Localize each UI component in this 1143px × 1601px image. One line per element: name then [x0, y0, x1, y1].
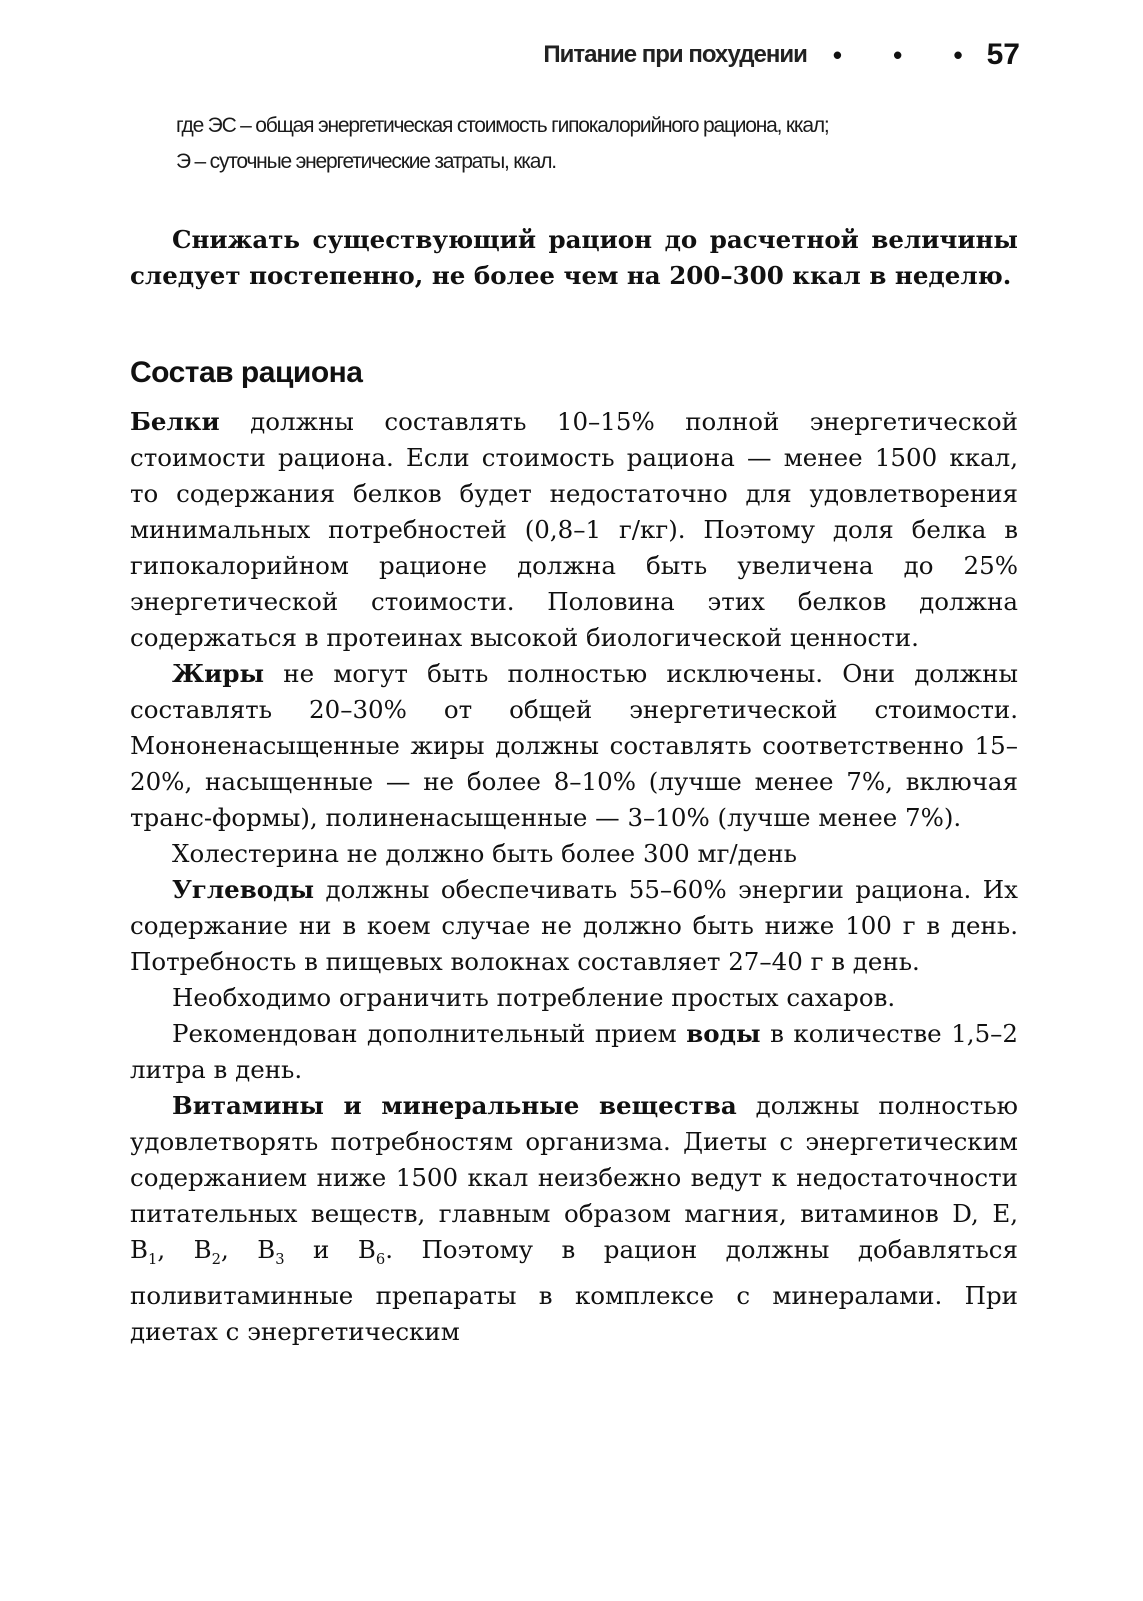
cholesterol-paragraph: Холестерина не должно быть более 300 мг/день	[172, 839, 797, 868]
water-term: воды	[686, 1019, 761, 1048]
proteins-term: Белки	[130, 407, 220, 436]
header-dots: • • •	[832, 39, 985, 70]
water-before: Рекомендован дополнительный прием	[172, 1019, 687, 1048]
section-heading: Состав рациона	[130, 356, 363, 389]
note-es: где ЭС – общая энергетическая стоимость гипокалорийного рациона, ккал;	[176, 114, 829, 137]
vitamins-term: Витамины и минеральные вещества	[172, 1091, 737, 1120]
sub-b2: 2	[211, 1250, 221, 1268]
fats-paragraph	[130, 656, 1018, 836]
sep-1: , B	[157, 1235, 212, 1264]
sep-3: и B	[284, 1235, 376, 1264]
main-text	[130, 404, 1018, 1350]
vitamins-text-2: . Поэтому в рацион должны добавляться поливитаминные препараты в комплексе с минералами. При диетах с энергетическим	[130, 1235, 1018, 1346]
carbs-term: Углеводы	[172, 875, 315, 904]
intro-section	[130, 222, 1018, 294]
formula-notes	[176, 108, 1016, 180]
water-after: в количестве 1,5–2 литра в день.	[130, 1019, 1018, 1084]
sub-b6: 6	[375, 1250, 386, 1268]
sub-b3: 3	[275, 1250, 285, 1268]
vitamins-text-1: должны полностью удовлетворять потребностям организма. Диеты с энергетическим содержанием ниже 1500 ккал неизбежно ведут к недостаточности питательных веществ, главным образом магния, витаминов D, E, B	[130, 1091, 1018, 1264]
water-paragraph	[130, 1016, 1018, 1088]
sep-2: , B	[220, 1235, 276, 1264]
running-header	[520, 30, 1020, 80]
fats-term: Жиры	[172, 659, 265, 688]
page-number: 57	[986, 38, 1020, 71]
proteins-text: должны составлять 10–15% полной энергетической стоимости рациона. Если стоимость рациона — менее 1500 ккал, то содержания белков будет недостаточно для удовлетворения минимальных потребностей (0,8–1 г/кг). Поэтому доля белка в гипокалорийном рационе должна быть увеличена до 25% энергетической стоимости. Половина этих белков должна содержаться в протеинах высокой биологической ценности.	[130, 407, 1018, 652]
note-e: Э – суточные энергетические затраты, ккал.	[176, 150, 556, 173]
fats-text: не могут быть полностью исключены. Они должны составлять 20–30% от общей энергетической стоимости. Мононенасыщенные жиры должны составлять соответственно 15–20%, насыщенные — не более 8–10% (лучше менее 7%, включая транс-формы), полиненасыщенные — 3–10% (лучше менее 7%).	[130, 659, 1018, 832]
running-title: Питание при похудении	[543, 41, 807, 68]
sub-b1: 1	[148, 1250, 158, 1268]
intro-paragraph: Снижать существующий рацион до расчетной величины следует постепенно, не более чем на 200–300 ккал в неделю.	[130, 225, 1018, 290]
sugars-paragraph: Необходимо ограничить потребление простых сахаров.	[172, 983, 896, 1012]
proteins-paragraph	[130, 404, 1018, 656]
carbs-paragraph	[130, 872, 1018, 980]
carbs-text: должны обеспечивать 55–60% энергии рациона. Их содержание ни в коем случае не должно быть ниже 100 г в день. Потребность в пищевых волокнах составляет 27–40 г в день.	[130, 875, 1018, 976]
vitamins-paragraph	[130, 1088, 1018, 1350]
